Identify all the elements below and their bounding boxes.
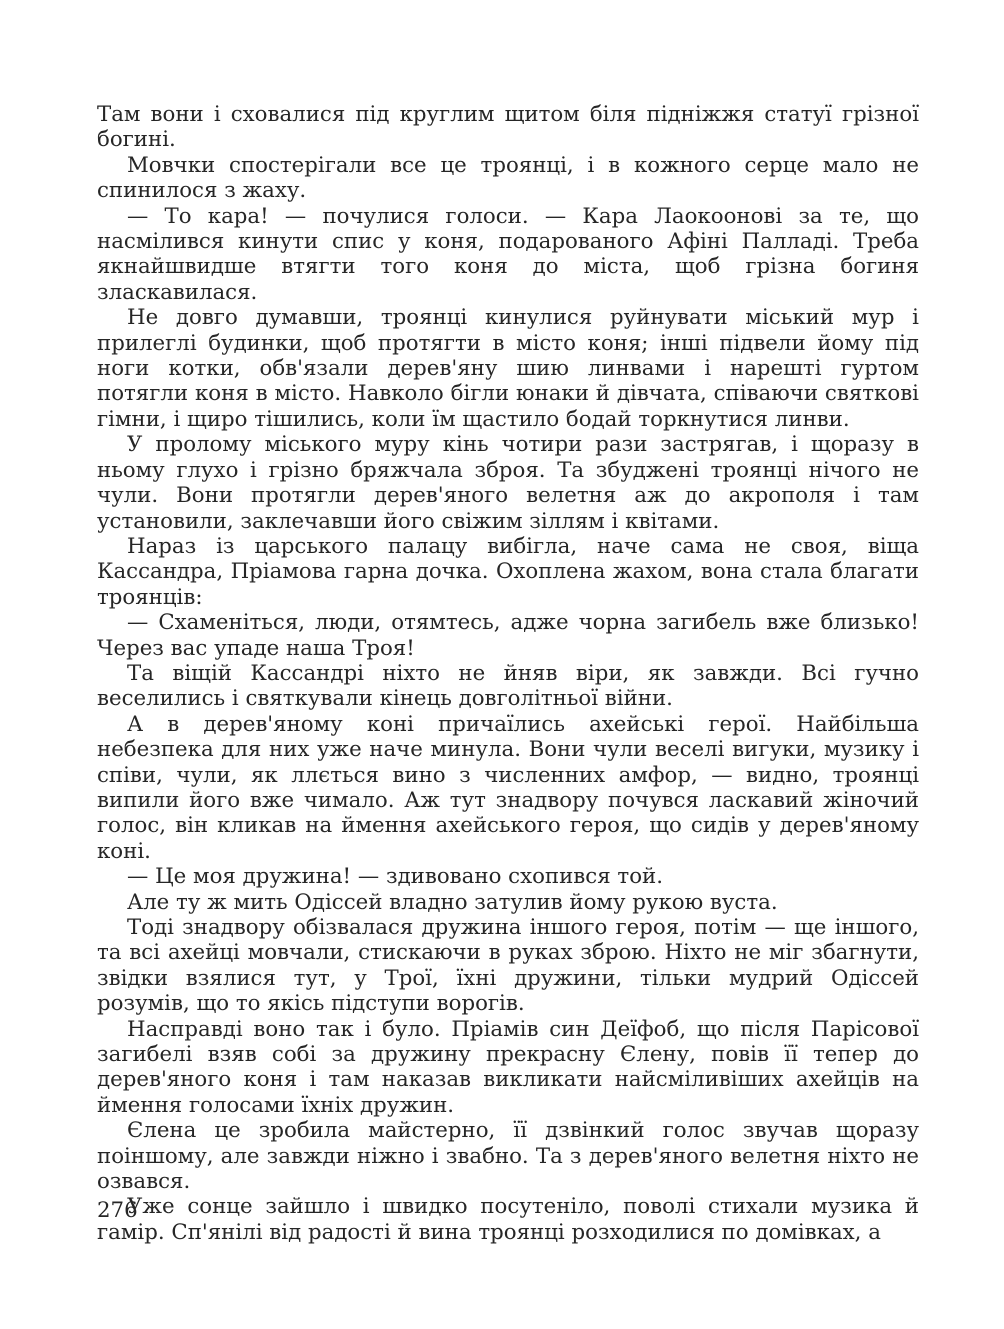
page-text: [97, 102, 919, 1245]
paragraph: Не довго думавши, троянці кинулися руйнувати міський мур і прилеглі будинки, щоб протягти в місто коня; інші підвели йому під ноги котки, обв'язали дерев'яну шию линвами і нарешті гуртом потягли коня в місто. Навколо бігли юнаки й дівчата, співаючи святкові гімни, і щиро тішились, коли їм щастило бодай торкнутися линви.: [97, 305, 919, 432]
page-number: 276: [97, 1198, 138, 1223]
paragraph: Уже сонце зайшло і швидко посутеніло, поволі стихали музика й гамір. Сп'янілі від радості й вина троянці розходилися по домівках, а: [97, 1194, 919, 1245]
paragraph: Нараз із царського палацу вибігла, наче сама не своя, віща Кассандра, Пріамова гарна дочка. Охоплена жахом, вона стала благати троянців:: [97, 533, 919, 610]
paragraph: Тоді знадвору обізвалася дружина іншого героя, потім — ще іншого, та всі ахейці мовчали, стискаючи в руках зброю. Ніхто не міг збагнути, звідки взялися тут, у Трої, їхні дружини, тільки мудрий Одіссей розумів, що то якісь підступи ворогів.: [97, 915, 919, 1017]
paragraph: Там вони і сховалися під круглим щитом біля підніжжя статуї грізної богині.: [97, 102, 919, 153]
paragraph: Насправді воно так і було. Пріамів син Деїфоб, що після Парісової загибелі взяв собі за дружину прекрасну Єлену, повів її тепер до дерев'яного коня і там наказав викликати найсміливіших ахейців на ймення голосами їхніх дружин.: [97, 1016, 919, 1118]
paragraph: Але ту ж мить Одіссей владно затулив йому рукою вуста.: [127, 889, 778, 915]
paragraph: У пролому міського муру кінь чотири рази застрягав, і щоразу в ньому глухо і грізно бряжчала зброя. Та збуджені троянці нічого не чули. Вони протягли дерев'яного велетня аж до акрополя і там установили, заклечавши його свіжим зіллям і квітами.: [97, 432, 919, 534]
paragraph: — То кара! — почулися голоси. — Кара Лаокоонові за те, що насмілився кинути спис у коня, подарованого Афіні Палладі. Треба якнайшвидше втягти того коня до міста, щоб грізна богиня зласкавилася.: [97, 203, 919, 305]
paragraph: — Схаменіться, люди, отямтесь, адже чорна загибель вже близько! Через вас упаде наша Троя!: [97, 610, 919, 661]
paragraph: Мовчки спостерігали все це троянці, і в кожного серце мало не спинилося з жаху.: [97, 152, 919, 204]
paragraph: Та віщій Кассандрі ніхто не йняв віри, як завжди. Всі гучно веселились і святкували кінець довголітньої війни.: [97, 660, 919, 712]
paragraph: А в дерев'яному коні причаїлись ахейські герої. Найбільша небезпека для них уже наче минула. Вони чули веселі вигуки, музику і співи, чули, як ллється вино з численних амфор, — видно, троянці випили його вже чимало. Аж тут знадвору почувся ласкавий жіночий голос, він кликав на ймення ахейського героя, що сидів у дерев'яному коні.: [97, 711, 919, 864]
paragraph: Єлена це зробила майстерно, її дзвінкий голос звучав щоразу поіншому, але завжди ніжно і звабно. Та з дерев'яного велетня ніхто не озвався.: [97, 1118, 919, 1195]
paragraph: — Це моя дружина! — здивовано схопився той.: [127, 864, 663, 890]
